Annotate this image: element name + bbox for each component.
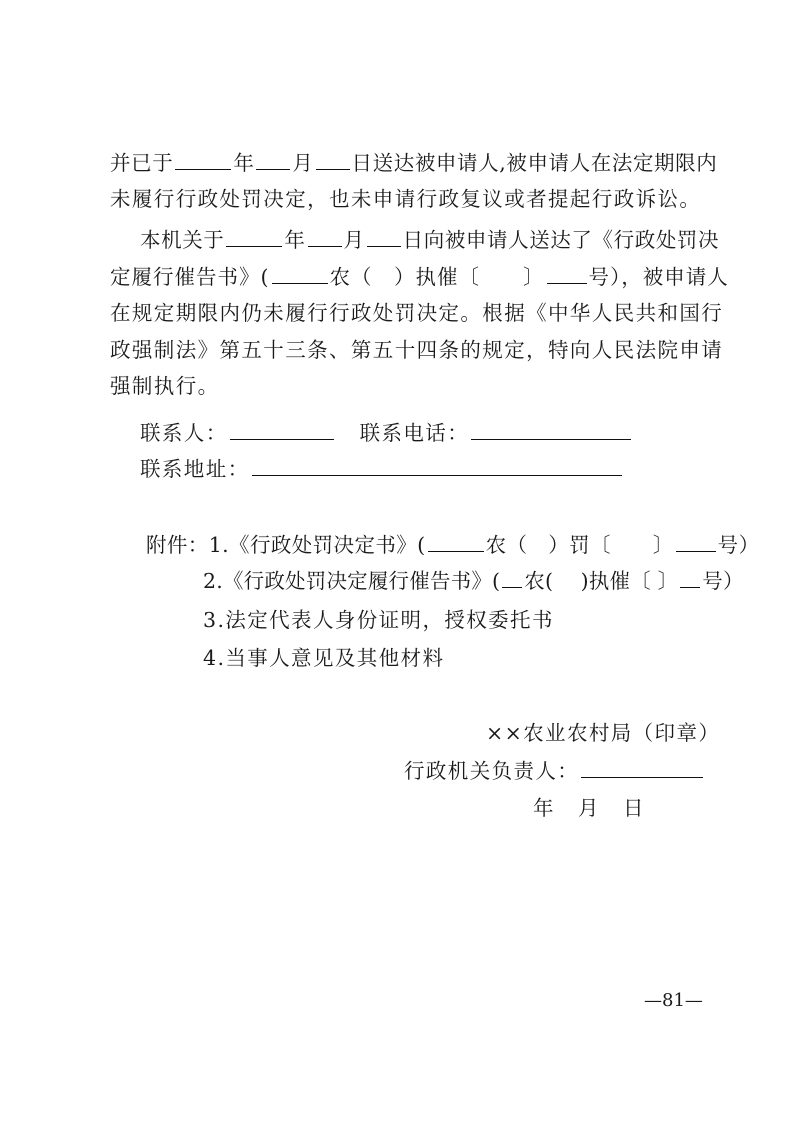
contact-person-label: 联系人：: [140, 421, 228, 445]
contact-person-field[interactable]: [230, 421, 334, 440]
attachment-3: 3.法定代表人身份证明，授权委托书: [203, 608, 554, 632]
doc-number-blank[interactable]: [680, 569, 700, 588]
text: 月: [292, 151, 314, 175]
p2-line2: [110, 264, 729, 290]
year-blank[interactable]: [175, 151, 231, 170]
text: 月: [343, 228, 365, 252]
text: 年: [284, 228, 306, 252]
contact-phone-label: 联系电话：: [359, 421, 470, 445]
doc-number-blank[interactable]: [676, 533, 716, 552]
text: 本机关于: [140, 228, 225, 252]
text: 号），被申请人: [588, 265, 729, 289]
p2-line5: 强制执行。: [110, 374, 220, 398]
year-blank[interactable]: [226, 228, 282, 247]
contact-line: [140, 420, 633, 446]
text: 2.《行政处罚决定履行催告书》(: [203, 569, 501, 593]
month-blank[interactable]: [308, 228, 342, 247]
month-blank[interactable]: [256, 151, 290, 170]
agency-seal: ××农业农村局（印章）: [486, 721, 721, 745]
responsible-signature-field[interactable]: [581, 759, 703, 778]
doc-prefix-blank[interactable]: [272, 265, 328, 284]
attachment-4: 4.当事人意见及其他材料: [203, 646, 445, 670]
responsible-label: 行政机关负责人：: [404, 759, 580, 783]
p1-line2: 未履行行政处罚决定，也未申请行政复议或者提起行政诉讼。: [110, 187, 702, 211]
text: 年: [233, 151, 255, 175]
text: 定履行催告书》(: [110, 265, 270, 289]
text: 1.《行政处罚决定书》(: [208, 533, 426, 557]
responsible-line: [404, 758, 705, 784]
p2-line3: 在规定期限内仍未履行行政处罚决定。根据《中华人民共和国行: [110, 301, 724, 325]
day-blank[interactable]: [316, 151, 350, 170]
attachment-2: [203, 568, 744, 594]
text: 日送达被申请人,被申请人在法定期限内: [351, 151, 718, 175]
p2-line1: [140, 227, 719, 253]
attachment-1: [146, 532, 759, 558]
address-line: [140, 456, 624, 482]
p1-line1: [110, 150, 717, 176]
contact-address-field[interactable]: [252, 457, 622, 476]
text: 农( )执催〔 〕: [524, 569, 679, 593]
doc-prefix-blank[interactable]: [502, 569, 522, 588]
doc-prefix-blank[interactable]: [428, 533, 484, 552]
text: 号）: [717, 533, 760, 557]
signature-date: 年 月 日: [533, 796, 646, 820]
text: 农（ ）罚〔 〕: [485, 533, 674, 557]
contact-phone-field[interactable]: [471, 421, 631, 440]
contact-address-label: 联系地址：: [140, 457, 250, 481]
text: 并已于: [110, 151, 174, 175]
p2-line4: 政强制法》第五十三条、第五十四条的规定，特向人民法院申请: [110, 338, 724, 362]
text: 号）: [702, 569, 744, 593]
doc-number-blank[interactable]: [547, 265, 587, 284]
attachments-label: 附件：: [146, 533, 209, 557]
text: 日向被申请人送达了《行政处罚决: [402, 228, 720, 252]
day-blank[interactable]: [367, 228, 401, 247]
text: 农（ ）执催〔 〕: [329, 265, 545, 289]
page-number: —81—: [644, 990, 703, 1011]
